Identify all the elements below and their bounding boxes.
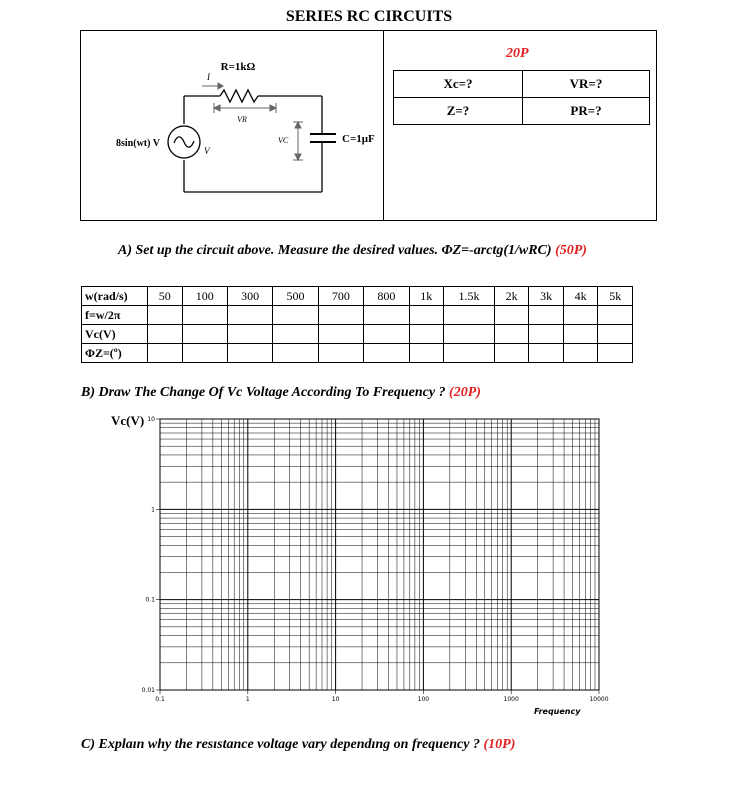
y-tick-label: 10	[147, 416, 155, 423]
page-title: SERIES RC CIRCUITS	[285, 8, 453, 25]
x-tick-label: 1000	[503, 696, 519, 703]
w-value-cell: 2k	[494, 287, 529, 306]
graph-frame	[160, 419, 599, 690]
vr-label: VR	[237, 115, 247, 124]
source-voltage-label: V	[204, 146, 210, 156]
x-tick-label: 10	[331, 696, 340, 703]
capacitor-label: C=1μF	[342, 133, 375, 145]
row-label: w(rad/s)	[82, 287, 148, 306]
vc-label: VC	[278, 136, 289, 145]
x-tick-label: 0.1	[155, 696, 165, 703]
w-value-cell: 800	[364, 287, 409, 306]
vr-question: VR=?	[523, 71, 650, 98]
x-tick-label: 1	[245, 696, 250, 703]
part-b-points: (20P)	[449, 385, 481, 400]
part-c-instruction	[81, 737, 515, 753]
x-tick-label: 10000	[589, 696, 609, 703]
w-value-cell: 700	[318, 287, 363, 306]
z-question: Z=?	[394, 98, 523, 125]
y-tick-label: 1	[151, 506, 155, 514]
row-label: ΦZ=(º)	[82, 344, 148, 363]
questions-points: 20P	[506, 46, 529, 61]
w-value-cell: 100	[182, 287, 227, 306]
part-a-text: A) Set up the circuit above. Measure the desired values. ΦZ=-arctg(1/wRC)	[118, 243, 552, 258]
w-value-cell: 3k	[529, 287, 564, 306]
w-value-cell: 1k	[409, 287, 444, 306]
part-c-points: (10P)	[483, 737, 516, 752]
graph-y-title: Vc(V)	[111, 413, 145, 428]
w-value-cell: 50	[148, 287, 183, 306]
y-tick-label: 0.01	[141, 687, 155, 694]
part-c-text: C) Explaın why the resıstance voltage vary dependıng on frequency ?	[81, 737, 480, 752]
source-label: 8sin(wt) V	[116, 138, 160, 149]
w-value-cell: 5k	[598, 287, 633, 306]
w-value-cell: 4k	[563, 287, 598, 306]
xc-question: Xc=?	[394, 71, 523, 98]
pr-question: PR=?	[523, 98, 650, 125]
x-tick-label: 100	[417, 696, 430, 703]
current-label: I	[207, 72, 210, 82]
row-label: f=w/2π	[82, 306, 148, 325]
row-label: Vc(V)	[82, 325, 148, 344]
w-value-cell: 300	[227, 287, 272, 306]
part-a-points: (50P)	[555, 243, 587, 258]
w-value-cell: 1.5k	[444, 287, 495, 306]
resistor-label: R=1kΩ	[220, 61, 256, 73]
w-value-cell: 500	[273, 287, 318, 306]
y-tick-label: 0.1	[145, 596, 155, 604]
part-b-text: B) Draw The Change Of Vc Voltage According To Frequency ?	[81, 385, 446, 400]
graph-x-title: Frequency	[534, 707, 581, 716]
